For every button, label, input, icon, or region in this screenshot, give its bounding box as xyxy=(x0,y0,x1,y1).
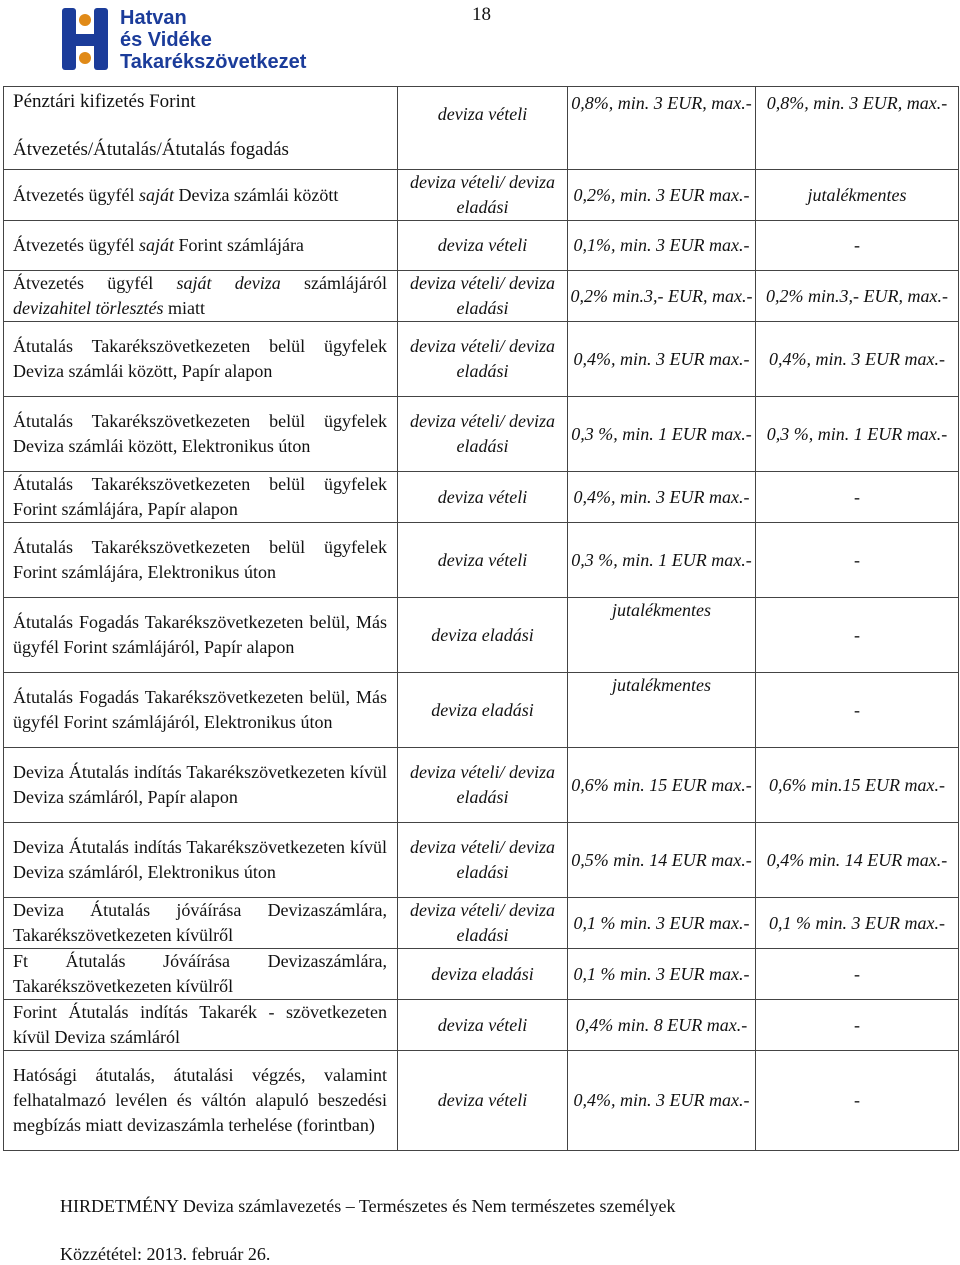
service-label-emphasis: saját deviza xyxy=(176,273,281,293)
fee-row xyxy=(4,523,959,598)
service-label-part: Hatósági átutalás, átutalási végzés, valamint felhatalmazó levélen és váltón alapuló beszedési megbízás miatt devizaszámla terhelése (forintban) xyxy=(13,1065,387,1135)
service-label xyxy=(13,610,387,660)
electronic-fee-text: 0,3 %, min. 1 EUR max.- xyxy=(766,423,948,444)
service-label-part: Átutalás Takarékszövetkezeten belül ügyfelek Forint számlájára, Elektronikus úton xyxy=(13,537,387,582)
rate-text: deviza vételi/ deviza eladási xyxy=(410,900,555,945)
service-cell xyxy=(4,598,398,673)
service-cell xyxy=(4,673,398,748)
electronic-fee-text: 0,2% min.3,- EUR, max.- xyxy=(766,285,948,306)
service-label xyxy=(13,409,387,459)
service-label-part: Forint Átutalás indítás Takarék - szövetkezeten kívül Deviza számláról xyxy=(13,1002,387,1047)
electronic-fee-text: 0,8%, min. 3 EUR, max.- xyxy=(766,93,948,113)
electronic-fee-cell xyxy=(756,87,959,170)
rate-text: deviza vételi/ deviza eladási xyxy=(410,762,555,807)
rate-text: deviza vételi/ deviza eladási xyxy=(410,336,555,381)
header-cell xyxy=(4,87,398,170)
rate-text: deviza vételi xyxy=(437,486,528,507)
rate-text: deviza vételi xyxy=(437,104,528,124)
service-label-part: Átvezetés ügyfél xyxy=(13,184,139,205)
service-label xyxy=(13,949,387,999)
service-cell xyxy=(4,898,398,949)
logo-line-3: Takarékszövetkezet xyxy=(120,51,307,73)
paper-fee-cell xyxy=(568,472,756,523)
service-label-part: Átvezetés ügyfél xyxy=(13,273,177,293)
paper-fee-text: 0,3 %, min. 1 EUR max.- xyxy=(571,549,752,570)
electronic-fee-cell xyxy=(756,322,959,397)
service-cell xyxy=(4,271,398,322)
paper-fee-text: 0,4% min. 8 EUR max.- xyxy=(575,1014,748,1035)
paper-fee-text: 0,6% min. 15 EUR max.- xyxy=(571,774,752,795)
service-label-part: Átvezetés ügyfél xyxy=(13,235,139,255)
rate-cell xyxy=(398,823,568,898)
service-label xyxy=(13,1063,387,1138)
paper-fee-cell xyxy=(568,673,756,748)
electronic-fee-cell xyxy=(756,397,959,472)
electronic-fee-cell xyxy=(756,221,959,271)
service-label xyxy=(13,183,387,208)
fee-row xyxy=(4,397,959,472)
service-label-part: Átutalás Takarékszövetkezeten belül ügyfelek Deviza számlái között, Papír alapon xyxy=(13,336,387,381)
electronic-fee-text: 0,6% min.15 EUR max.- xyxy=(769,774,945,795)
electronic-fee-text: - xyxy=(854,486,860,507)
fee-table xyxy=(3,86,959,1151)
rate-cell xyxy=(398,221,568,271)
service-cell xyxy=(4,472,398,523)
fee-row xyxy=(4,598,959,673)
fee-row xyxy=(4,748,959,823)
fee-row xyxy=(4,472,959,523)
service-label-part: Deviza Átutalás indítás Takarékszövetkezeten kívül Deviza számláról, Elektronikus úton xyxy=(13,837,387,882)
service-label-emphasis: saját xyxy=(138,235,174,255)
section-subtitle: Átvezetés/Átutalás/Átutalás fogadás xyxy=(13,139,289,160)
service-cell xyxy=(4,949,398,1000)
logo-line-1: Hatvan xyxy=(120,7,187,29)
paper-fee-text: 0,4%, min. 3 EUR max.- xyxy=(573,1090,750,1110)
rate-cell xyxy=(398,397,568,472)
rate-text: deviza vételi xyxy=(437,549,528,570)
fee-row xyxy=(4,322,959,397)
service-label-part: Átutalás Fogadás Takarékszövetkezeten belül, Más ügyfél Forint számlájáról, Elektronikus úton xyxy=(13,687,387,732)
rate-cell xyxy=(398,673,568,748)
rate-text: deviza eladási xyxy=(431,699,534,720)
electronic-fee-cell xyxy=(756,898,959,949)
service-label xyxy=(13,685,387,735)
service-cell xyxy=(4,322,398,397)
fee-row xyxy=(4,1000,959,1051)
paper-fee-cell xyxy=(568,748,756,823)
rate-text: deviza eladási xyxy=(431,624,534,645)
logo-h-right-bar xyxy=(94,8,108,70)
rate-cell xyxy=(398,748,568,823)
service-label-part: számlájáról xyxy=(280,273,387,293)
electronic-fee-cell xyxy=(756,271,959,322)
rate-text: deviza eladási xyxy=(431,963,534,984)
paper-fee-cell xyxy=(568,322,756,397)
electronic-fee-cell xyxy=(756,673,959,748)
electronic-fee-text: - xyxy=(854,963,860,984)
service-cell xyxy=(4,748,398,823)
paper-fee-text: 0,3 %, min. 1 EUR max.- xyxy=(571,423,752,444)
paper-fee-text: 0,5% min. 14 EUR max.- xyxy=(571,849,752,870)
electronic-fee-cell xyxy=(756,748,959,823)
paper-fee-cell xyxy=(568,598,756,673)
paper-fee-cell xyxy=(568,170,756,221)
paper-fee-text: 0,8%, min. 3 EUR, max.- xyxy=(571,93,752,113)
paper-fee-text: jutalékmentes xyxy=(612,675,711,695)
paper-fee-text: 0,2% min.3,- EUR, max.- xyxy=(570,285,753,306)
paper-fee-cell xyxy=(568,823,756,898)
service-label-part: Átutalás Takarékszövetkezeten belül ügyfelek Forint számlájára, Papír alapon xyxy=(13,474,387,519)
electronic-fee-text: - xyxy=(854,1090,860,1110)
service-label xyxy=(13,760,387,810)
logo-line-2: és Vidéke xyxy=(120,29,212,51)
electronic-fee-text: - xyxy=(854,699,860,720)
service-label-part: Deviza Átutalás jóváírása Devizaszámlára, Takarékszövetkezeten kívülről xyxy=(13,900,387,945)
paper-fee-cell xyxy=(568,397,756,472)
electronic-fee-text: - xyxy=(854,1014,860,1035)
logo-dot-2 xyxy=(79,52,91,64)
paper-fee-text: 0,4%, min. 3 EUR max.- xyxy=(573,486,750,507)
service-cell xyxy=(4,1000,398,1051)
footer-date: Közzététel: 2013. február 26. xyxy=(60,1244,271,1264)
fee-row xyxy=(4,949,959,1000)
header-row xyxy=(4,87,959,170)
service-label xyxy=(13,1000,387,1050)
rate-cell xyxy=(398,87,568,170)
paper-fee-cell xyxy=(568,87,756,170)
service-label xyxy=(13,898,387,948)
electronic-fee-text: - xyxy=(854,624,860,645)
rate-cell xyxy=(398,1000,568,1051)
service-cell xyxy=(4,221,398,271)
rate-text: deviza vételi xyxy=(437,1090,528,1110)
rate-cell xyxy=(398,170,568,221)
service-label-part: Forint számlájára xyxy=(173,235,304,255)
fee-row xyxy=(4,673,959,748)
electronic-fee-cell xyxy=(756,170,959,221)
service-cell xyxy=(4,397,398,472)
paper-fee-cell xyxy=(568,1000,756,1051)
electronic-fee-cell xyxy=(756,823,959,898)
rate-cell xyxy=(398,322,568,397)
service-label xyxy=(13,334,387,384)
paper-fee-text: 0,2%, min. 3 EUR max.- xyxy=(573,184,750,205)
service-label-part: Átutalás Fogadás Takarékszövetkezeten belül, Más ügyfél Forint számlájáról, Papír alapon xyxy=(13,612,387,657)
paper-fee-cell xyxy=(568,949,756,1000)
electronic-fee-cell xyxy=(756,472,959,523)
paper-fee-text: jutalékmentes xyxy=(612,600,711,620)
electronic-fee-text: jutalékmentes xyxy=(807,184,907,205)
fee-row xyxy=(4,1051,959,1151)
service-label-part: Ft Átutalás Jóváírása Devizaszámlára, Takarékszövetkezeten kívülről xyxy=(13,951,387,996)
electronic-fee-cell xyxy=(756,523,959,598)
rate-cell xyxy=(398,523,568,598)
rate-cell xyxy=(398,1051,568,1151)
paper-fee-text: 0,4%, min. 3 EUR max.- xyxy=(573,348,750,369)
logo-dot-1 xyxy=(79,14,91,26)
service-label xyxy=(13,535,387,585)
rate-text: deviza vételi xyxy=(437,235,528,255)
electronic-fee-cell xyxy=(756,1051,959,1151)
rate-cell xyxy=(398,472,568,523)
service-cell xyxy=(4,1051,398,1151)
rate-text: deviza vételi/ deviza eladási xyxy=(410,273,555,318)
service-cell xyxy=(4,823,398,898)
service-label xyxy=(13,835,387,885)
electronic-fee-cell xyxy=(756,598,959,673)
paper-fee-cell xyxy=(568,271,756,322)
fee-row xyxy=(4,898,959,949)
paper-fee-text: 0,1 % min. 3 EUR max.- xyxy=(573,912,750,933)
service-label xyxy=(13,472,387,522)
section-title: Pénztári kifizetés Forint xyxy=(13,91,196,112)
rate-cell xyxy=(398,271,568,322)
electronic-fee-text: 0,4% min. 14 EUR max.- xyxy=(766,849,948,870)
service-label xyxy=(13,271,387,321)
paper-fee-cell xyxy=(568,523,756,598)
electronic-fee-text: 0,4%, min. 3 EUR max.- xyxy=(769,348,945,369)
paper-fee-cell xyxy=(568,898,756,949)
fee-row xyxy=(4,221,959,271)
footer-title: HIRDETMÉNY Deviza számlavezetés – Természetes és Nem természetes személyek xyxy=(60,1196,676,1216)
service-label-emphasis: devizahitel törlesztés xyxy=(13,298,164,318)
paper-fee-text: 0,1%, min. 3 EUR max.- xyxy=(573,235,750,255)
service-label-part: Deviza számlái között xyxy=(173,184,339,205)
bank-logo xyxy=(58,2,318,76)
electronic-fee-text: 0,1 % min. 3 EUR max.- xyxy=(769,912,945,933)
service-label-emphasis: saját xyxy=(138,184,174,205)
rate-cell xyxy=(398,949,568,1000)
page-number: 18 xyxy=(472,4,491,25)
service-label-part: Átutalás Takarékszövetkezeten belül ügyfelek Deviza számlái között, Elektronikus úton xyxy=(13,411,387,456)
fee-row xyxy=(4,823,959,898)
service-label-part: miatt xyxy=(163,298,205,318)
fee-row xyxy=(4,271,959,322)
rate-text: deviza vételi/ deviza eladási xyxy=(410,837,555,882)
paper-fee-cell xyxy=(568,221,756,271)
electronic-fee-text: - xyxy=(854,235,860,255)
service-label-part: Deviza Átutalás indítás Takarékszövetkezeten kívül Deviza számláról, Papír alapon xyxy=(13,762,387,807)
rate-text: deviza vételi xyxy=(437,1014,528,1035)
service-cell xyxy=(4,523,398,598)
service-label xyxy=(13,233,387,258)
rate-cell xyxy=(398,898,568,949)
fee-row xyxy=(4,170,959,221)
rate-text: deviza vételi/ deviza eladási xyxy=(410,411,555,456)
electronic-fee-text: - xyxy=(854,549,860,570)
rate-cell xyxy=(398,598,568,673)
electronic-fee-cell xyxy=(756,949,959,1000)
electronic-fee-cell xyxy=(756,1000,959,1051)
service-cell xyxy=(4,170,398,221)
paper-fee-text: 0,1 % min. 3 EUR max.- xyxy=(573,963,750,984)
paper-fee-cell xyxy=(568,1051,756,1151)
rate-text: deviza vételi/ deviza eladási xyxy=(410,172,555,217)
